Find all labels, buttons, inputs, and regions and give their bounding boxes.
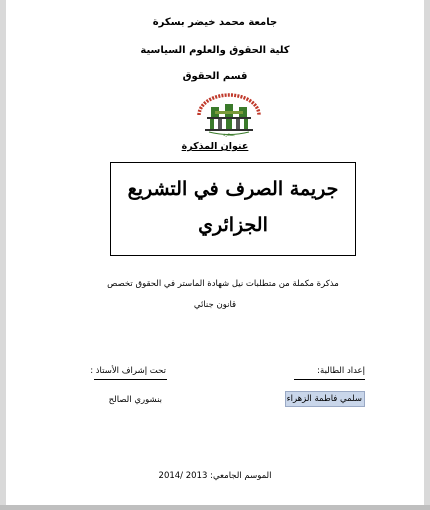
supervisor-name: بنشوري الصالح (108, 395, 162, 405)
title-label: عنوان المذكرة (181, 141, 249, 152)
logo-caption: بسكرة (223, 132, 235, 137)
university-name: جامعة محمد خيضر بسكرة (152, 17, 278, 28)
prepared-by-underline (294, 379, 365, 380)
student-name-highlight[interactable] (285, 391, 365, 407)
university-logo-icon (195, 93, 263, 137)
department-name: قسم الحقوق (182, 71, 248, 82)
memo-description: مذكرة مكملة من متطلبات نيل شهادة الماستر في الحقوق تخصص (107, 279, 339, 289)
academic-season: الموسم الجامعي: 2013 /2014 (158, 471, 272, 481)
title-box (110, 162, 356, 256)
supervisor-underline (94, 379, 167, 380)
window-edge-bottom (0, 505, 430, 510)
memo-specialty: قانون جنائي (193, 300, 237, 310)
student-name: سلمي فاطمة الزهراء (286, 394, 362, 404)
supervisor-label: تحت إشراف الأستاذ : (90, 366, 166, 376)
thesis-title-line-1: جريمة الصرف في التشريع (127, 178, 339, 200)
thesis-title-line-2: الجزائري (198, 214, 268, 236)
faculty-name: كلية الحقوق والعلوم السياسية (140, 45, 290, 56)
prepared-by-label: إعداد الطالبة: (317, 366, 365, 376)
